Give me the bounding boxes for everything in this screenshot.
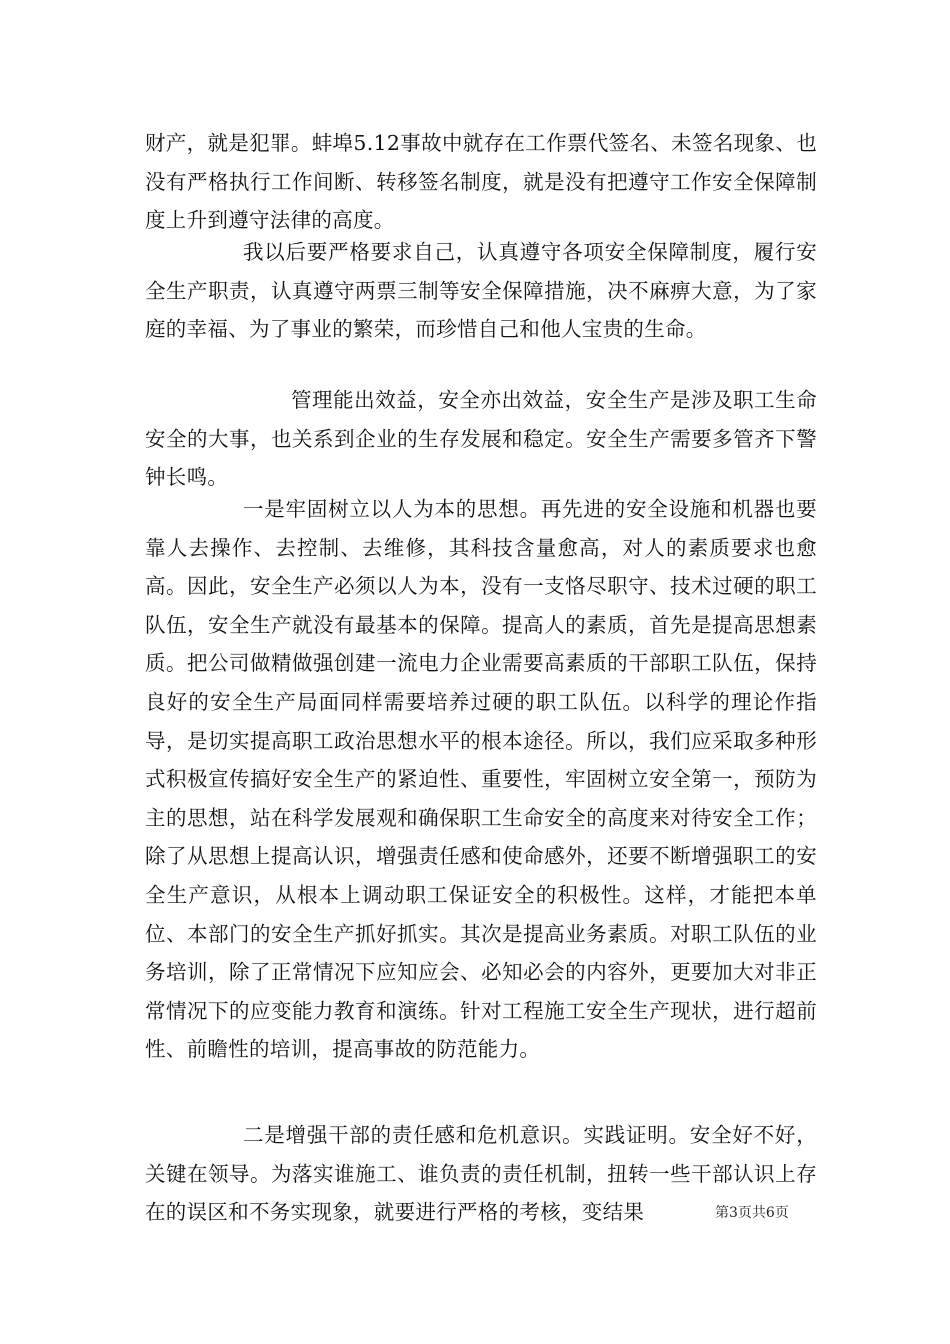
paragraph-2: 我以后要严格要求自己，认真遵守各项安全保障制度，履行安全生产职责，认真遵守两票三制等安全保障措施，决不麻痹大意，为了家庭的幸福、为了事业的繁荣，而珍惜自己和他人宝贵的生命。 bbox=[145, 240, 817, 342]
paragraph-5: 二是增强干部的责任感和危机意识。实践证明。安全好不好，关键在领导。为落实谁施工、谁负责的责任机制，扭转一些干部认识上存在的误区和不务实现象，就要进行严格的考核，变结果 bbox=[145, 1123, 817, 1225]
page-number-footer: 第3页共6页 bbox=[715, 1205, 789, 1221]
paragraph-3: 管理能出效益，安全亦出效益，安全生产是涉及职工生命安全的大事，也关系到企业的生存发展和稳定。安全生产需要多管齐下警钟长鸣。 bbox=[145, 388, 817, 490]
paragraph-4: 一是牢固树立以人为本的思想。再先进的安全设施和机器也要靠人去操作、去控制、去维修，其科技含量愈高，对人的素质要求也愈高。因此，安全生产必须以人为本，没有一支恪尽职守、技术过硬的职工队伍，安全生产就没有最基本的保障。提高人的素质，首先是提高思想素质。把公司做精做强创建一流电力企业需要高素质的干部职工队伍，保持良好的安全生产局面同样需要培养过硬的职工队伍。以科学的理论作指导，是切实提高职工政治思想水平的根本途径。所以，我们应采取多种形式积极宣传搞好安全生产的紧迫性、重要性，牢固树立安全第一，预防为主的思想，站在科学发展观和确保职工生命安全的高度来对待安全工作；除了从思想上提高认识，增强责任感和使命感外，还要不断增强职工的安全生产意识，从根本上调动职工保证安全的积极性。这样，才能把本单位、本部门的安全生产抓好抓实。其次是提高业务素质。对职工队伍的业务培训，除了正常情况下应知应会、必知必会的内容外，更要加大对非正常情况下的应变能力教育和演练。针对工程施工安全生产现状，进行超前性、前瞻性的培训，提高事故的防范能力。 bbox=[145, 497, 817, 1062]
paragraph-1: 财产，就是犯罪。蚌埠5.12事故中就存在工作票代签名、未签名现象、也没有严格执行工作间断、转移签名制度，就是没有把遵守工作安全保障制度上升到遵守法律的高度。 bbox=[145, 131, 817, 233]
